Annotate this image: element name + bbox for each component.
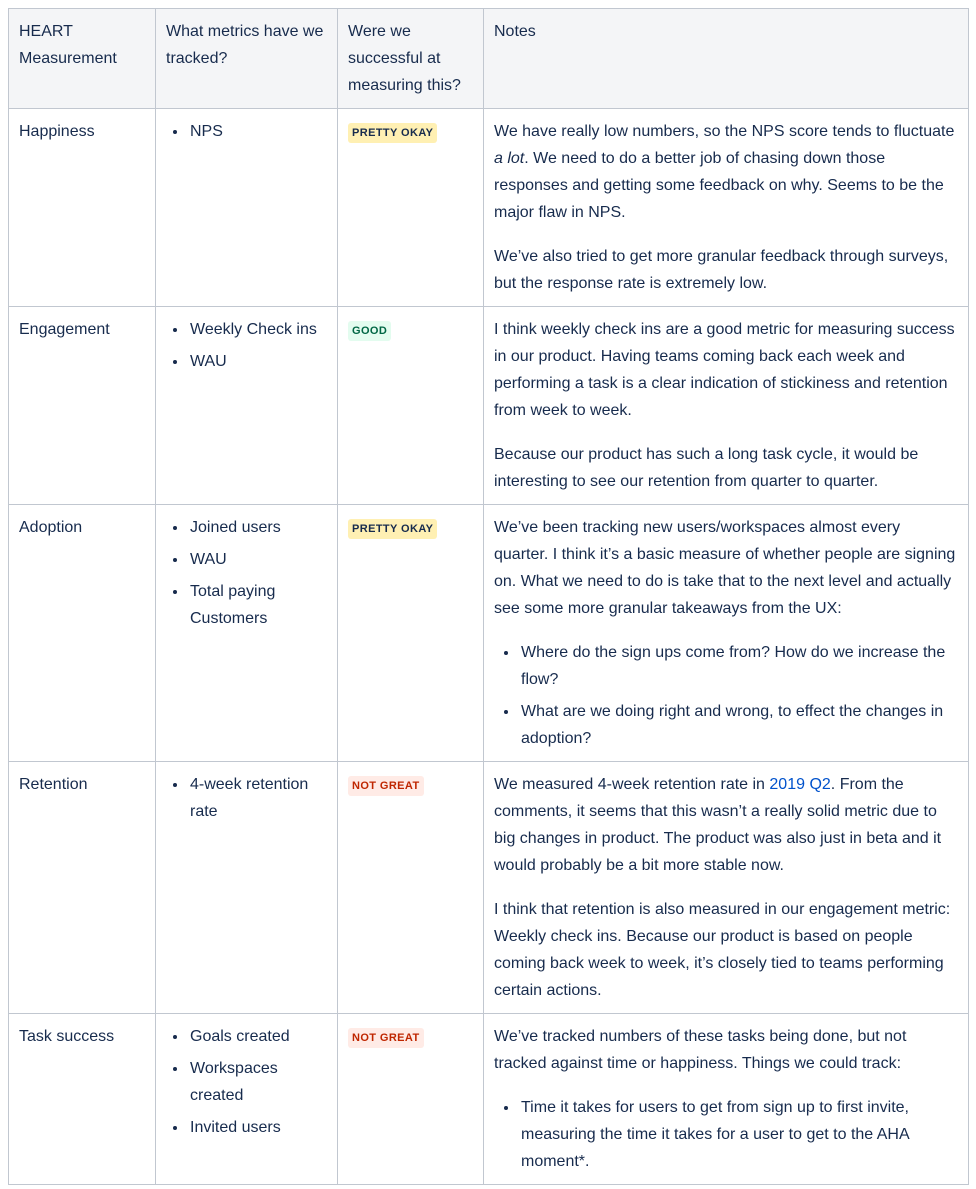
status-cell [338, 505, 484, 762]
header-metrics-tracked: What metrics have we tracked? [156, 9, 338, 109]
table-row-task-success [9, 1014, 969, 1185]
measurement-label: Adoption [19, 519, 83, 536]
metric-item: • 4-week retention rate [188, 771, 327, 825]
metric-item: • Weekly Check ins [188, 316, 327, 343]
metrics-cell [156, 1014, 338, 1185]
measurement-cell [9, 109, 156, 307]
metric-item: • Workspaces created [188, 1055, 327, 1109]
notes-italic-text: a lot [494, 150, 525, 167]
notes-text: We have really low numbers, so the NPS score tends to fluctuate [494, 123, 955, 140]
measurement-cell [9, 762, 156, 1014]
note-bullet-item: • Where do the sign ups come from? How do we increase the flow? [519, 639, 958, 693]
notes-text: We measured 4-week retention rate in [494, 776, 770, 793]
metric-item: • WAU [188, 348, 327, 375]
notes-paragraph [494, 118, 958, 226]
measurement-label: Retention [19, 776, 88, 793]
notes-paragraph: We’ve been tracking new users/workspaces almost every quarter. I think it’s a basic measure of whether people are signing on. What we need to do is take that to the next level and actually see some more granular takeaways from the UX: [494, 519, 956, 617]
metrics-cell [156, 762, 338, 1014]
measurement-label: Happiness [19, 123, 95, 140]
notes-text: . From the comments, it seems that this wasn’t a really solid metric due to big changes in product. The product was also just in beta and it would probably be a bit more stable now. [494, 776, 942, 874]
link-2019-q2[interactable]: 2019 Q2 [769, 776, 831, 793]
notes-paragraph: We’ve also tried to get more granular feedback through surveys, but the response rate is extremely low. [494, 248, 949, 292]
notes-paragraph: I think that retention is also measured in our engagement metric: Weekly check ins. Because our product is based on people coming back week to week, it’s closely tied to teams performing certain actions. [494, 901, 951, 999]
note-bullet-item: • Time it takes for users to get from sign up to first invite, measuring the time it takes for a user to get to the AHA moment*. [519, 1094, 958, 1175]
metrics-cell [156, 307, 338, 505]
note-bullet-item: • What are we doing right and wrong, to effect the changes in adoption? [519, 698, 958, 752]
metrics-cell [156, 109, 338, 307]
measurement-label: Engagement [19, 321, 110, 338]
metric-item: • Goals created [188, 1023, 327, 1050]
status-badge: NOT GREAT [348, 776, 424, 796]
metric-list [166, 514, 327, 632]
status-badge: NOT GREAT [348, 1028, 424, 1048]
metric-item: • Joined users [188, 514, 327, 541]
measurement-cell [9, 307, 156, 505]
notes-bullet-list [494, 639, 958, 752]
table-row-engagement [9, 307, 969, 505]
notes-cell [484, 307, 969, 505]
status-cell [338, 109, 484, 307]
measurement-cell [9, 1014, 156, 1185]
measurement-cell [9, 505, 156, 762]
status-cell [338, 307, 484, 505]
metrics-cell [156, 505, 338, 762]
status-cell [338, 762, 484, 1014]
table-header-row [9, 9, 969, 109]
notes-cell [484, 762, 969, 1014]
metric-list [166, 316, 327, 375]
status-badge: PRETTY OKAY [348, 519, 437, 539]
metric-list [166, 771, 327, 825]
status-cell [338, 1014, 484, 1185]
notes-paragraph: I think weekly check ins are a good metric for measuring success in our product. Having teams coming back each week and performing a task is a clear indication of stickiness and retention from week to week. [494, 321, 955, 419]
notes-bullet-list [494, 1094, 958, 1175]
notes-paragraph: Because our product has such a long task cycle, it would be interesting to see our retention from quarter to quarter. [494, 446, 919, 490]
metric-list [166, 1023, 327, 1141]
table-row-happiness [9, 109, 969, 307]
header-success: Were we successful at measuring this? [338, 9, 484, 109]
measurement-label: Task success [19, 1028, 115, 1045]
heart-metrics-table [8, 8, 969, 1185]
status-badge: GOOD [348, 321, 391, 341]
table-row-retention [9, 762, 969, 1014]
header-heart-measurement: HEART Measurement [9, 9, 156, 109]
metric-list [166, 118, 327, 145]
status-badge: PRETTY OKAY [348, 123, 437, 143]
metric-item: • NPS [188, 118, 327, 145]
metric-item: • Total paying Customers [188, 578, 327, 632]
notes-cell [484, 505, 969, 762]
notes-cell [484, 1014, 969, 1185]
notes-text: . We need to do a better job of chasing down those responses and getting some feedback on why. Seems to be the major flaw in NPS. [494, 150, 944, 221]
metric-item: • WAU [188, 546, 327, 573]
notes-cell [484, 109, 969, 307]
metric-item: • Invited users [188, 1114, 327, 1141]
notes-paragraph: We’ve tracked numbers of these tasks being done, but not tracked against time or happiness. Things we could track: [494, 1028, 907, 1072]
table-row-adoption [9, 505, 969, 762]
header-notes: Notes [484, 9, 969, 109]
notes-paragraph [494, 771, 958, 879]
